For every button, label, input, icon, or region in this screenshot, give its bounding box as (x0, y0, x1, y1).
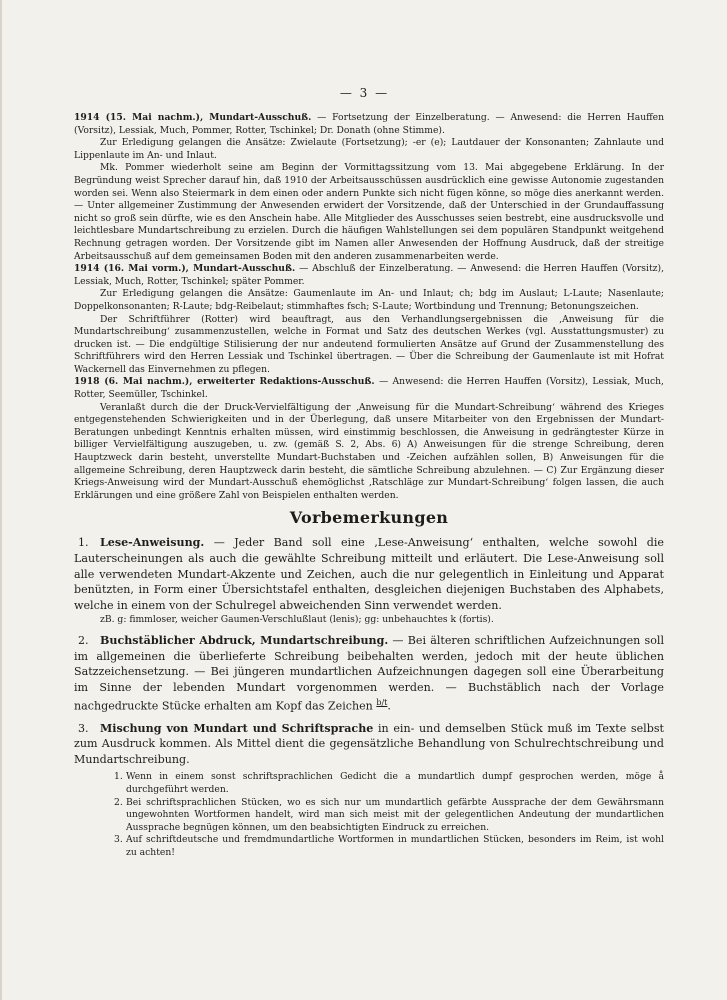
list-item-number: 1. (114, 771, 123, 783)
list-item-number: 2. (114, 796, 123, 808)
list-item-text: Wenn in einem sonst schriftsprachlichen Gedicht die a mundartlich dumpf gesprochen werden, möge å durchgeführt werden. (126, 771, 664, 795)
entry-paragraph: Veranlaßt durch die der Druck-Vervielfältigung der ‚Anweisung für die Mundart-Schreibung‘ während des Krieges entgegenstehenden Schwierigkeiten und in der Überlegung, daß unsere Mitarbeiter von den Ergebnissen der Mundart-Beratungen unbedingt Kenntnis erhalten müssen, wird einstimmig beschlossen, die Anweisung in gedrängtester Kürze in billiger Vervielfältigung auszugeben, u. zw. (gemäß S. 2, Abs. 6) A) Anweisungen für die strenge Schreibung, deren Hauptzweck darin besteht, unverstellte Mundart-Buchstaben und -Zeichen aufzählen sollen, B) Anweisungen für die allgemeine Schreibung, deren Hauptzweck darin besteht, die sämtliche Schreibung abzulehnen. — C) Zur Ergänzung dieser Kriegs-Anweisung wird der Mundart-Ausschuß ehemöglichst ‚Ratschläge zur Mundart-Schreibung‘ folgen lassen, die auch Erklärungen und eine größere Zahl von Beispielen enthalten werden. (74, 401, 664, 501)
entry-text: — Fortsetzung der Einzelberatung. — Anwesend: die Herren Hauffen (Vorsitz), Lessiak, Much, Pommer, Rotter, Tschinkel; Dr. Donath (ohne Stimme). (74, 112, 664, 136)
section-number: 3. (78, 721, 89, 735)
section-heading: Lese-Anweisung. (100, 536, 205, 550)
section-note: zB. g: fimmloser, weicher Gaumen-Verschlußlaut (lenis); gg: unbehauchtes k (fortis). (100, 614, 494, 626)
list-item (100, 771, 664, 796)
section-heading: Buchstäblicher Abdruck, Mundartschreibung. (100, 633, 389, 647)
entry-paragraph: Zur Erledigung gelangen die Ansätze: Zwielaute (Fortsetzung); -er (e); Lautdauer der Konsonanten; Zahnlaute und Lippenlaute im An- und Inlaut. (74, 137, 664, 161)
section-title: Vorbemerkungen (289, 508, 449, 528)
entry-paragraph: Der Schriftführer (Rotter) wird beauftragt, aus den Verhandlungsergebnissen die ‚Anweisung für die Mundartschreibung‘ zusammenzustellen, welche in Format und Satz des deutschen Werkes (vgl. Ausstattungsmuster) zu drucken ist. — Die endgültige Stilisierung der nur andeutend formulierten Ansätze auf Grund der Zusammenstellung des Schriftführers wird den Herren Lessiak und Tschinkel übertragen. — Über die Schreibung der Gaumenlaute ist mit Hofrat Wackernell das Einvernehmen zu pflegen. (74, 313, 664, 375)
list-item (100, 797, 664, 835)
list-item-text: Auf schriftdeutsche und fremdmundartliche Wortformen in mundartlichen Stücken, besonders im Reim, ist wohl zu achten! (126, 834, 664, 858)
section-text: — Bei älteren schriftlichen Aufzeichnungen soll im allgemeinen die überlieferte Schreibung beibehalten werden, jedoch mit der heute üblichen Satzzeichensetzung. — Bei jüngeren mundartlichen Aufzeichnungen dagegen soll eine Überarbeitung im Sinne der lebenden Mundart vorgenommen werden. — Buchstäblich nach der Vorlage nachgedruckte Stücke erhalten am Kopf das Zeichen (74, 633, 665, 714)
section-text: — Jeder Band soll eine ‚Lese-Anweisung‘ enthalten, welche sowohl die Lauterscheinungen als auch die gewählte Schreibung mitteilt und erläutert. Die Lese-Anweisung soll alle verwendeten Mundart-Akzente und Zeichen, auch die nur gelegentlich in Einleitung und Apparat benützten, in Form einer Übersichtstafel enthalten, desgleichen diejenigen Buchstaben des Alphabets, welche in einem von der Schulregel abweichenden Sinn verwendet werden. (74, 536, 664, 612)
page-content (74, 112, 664, 866)
section-number: 1. (78, 536, 89, 550)
section-number: 2. (78, 633, 89, 647)
section-text: in ein- und demselben Stück muß im Texte selbst zum Ausdruck kommen. Als Mittel dient die gegensätzliche Behandlung von Schulrechtschreibung und Mundartschreibung. (74, 721, 664, 766)
section-2 (74, 633, 664, 715)
protocol-entry-2 (74, 263, 664, 376)
entry-text: — Anwesend: die Herren Hauffen (Vorsitz), Lessiak, Much, Rotter, Seemüller, Tschinkel. (74, 376, 664, 401)
section-3 (74, 721, 664, 860)
section-text-end: . (387, 700, 391, 714)
entry-paragraph: Zur Erledigung gelangen die Ansätze: Gaumenlaute im An- und Inlaut; ch; bdg im Auslaut; L-Laute; Nasenlaute; Doppelkonsonanten; R-Laute; bdg-Reibelaut; stimmhaftes fsch; S-Laute; Wortbindung und Trennung; Betonungszeichen. (74, 288, 664, 312)
list-item-text: Bei schriftsprachlichen Stücken, wo es sich nur um mundartlich gefärbte Aussprache der dem Gewährsmann ungewohnten Wortformen handelt, wird man sich meist mit der gelegentlichen Andeutung der mundartlichen Aussprache begnügen können, um den beabsichtigten Eindruck zu erreichen. (126, 796, 664, 833)
list-item (100, 834, 664, 859)
numbered-list (74, 771, 664, 859)
entry-paragraph: Mk. Pommer wiederholt seine am Beginn der Vormittagssitzung vom 13. Mai abgegebene Erklärung. In der Begründung weist Sprecher darauf hin, daß 1910 der Arbeitsausschüssen ausdrücklich eine gewisse Autonomie zugestanden worden sei. Wenn also Steiermark in dem einen oder andern Punkte sich nicht fügen könne, so möge dies anerkannt werden. — Unter allgemeiner Zustimmung der Anwesenden erwidert der Vorsitzende, daß der Unterschied in der Grundauffassung nicht so groß sein dürfte, wie es den Anschein habe. Alle Mitglieder des Ausschusses seien bestrebt, eine ausdrucksvolle und leichtlesbare Mundartschreibung zu erzielen. Durch die häufigen Wahlstellungen sei dem populären Standpunkt weitgehend Rechnung getragen worden. Der Vorsitzende gibt im Namen aller Anwesenden der Hoffnung Ausdruck, daß der streitige Arbeitsausschuß auf dem gemeinsamen Boden mit den anderen zusammenarbeiten werde. (74, 162, 664, 262)
list-item-number: 3. (114, 834, 123, 846)
section-heading: Mischung von Mundart und Schriftsprache (100, 721, 374, 735)
protocol-entry-1 (74, 112, 664, 263)
entry-heading: 1914 (15. Mai nachm.), Mundart-Ausschuß. (74, 112, 312, 123)
protocol-entry-3 (74, 376, 664, 502)
entry-heading: 1918 (6. Mai nachm.), erweiterter Redaktions-Ausschuß. (74, 376, 375, 388)
entry-heading: 1914 (16. Mai vorm.), Mundart-Ausschuß. (74, 263, 296, 275)
section-1 (74, 535, 664, 627)
verbatim-mark: b/t (376, 698, 388, 708)
entry-text: — Abschluß der Einzelberatung. — Anwesend: die Herren Hauffen (Vorsitz), Lessiak, Much, Rotter, Tschinkel; später Pommer. (74, 263, 665, 287)
page-number: — 3 — (339, 86, 390, 100)
